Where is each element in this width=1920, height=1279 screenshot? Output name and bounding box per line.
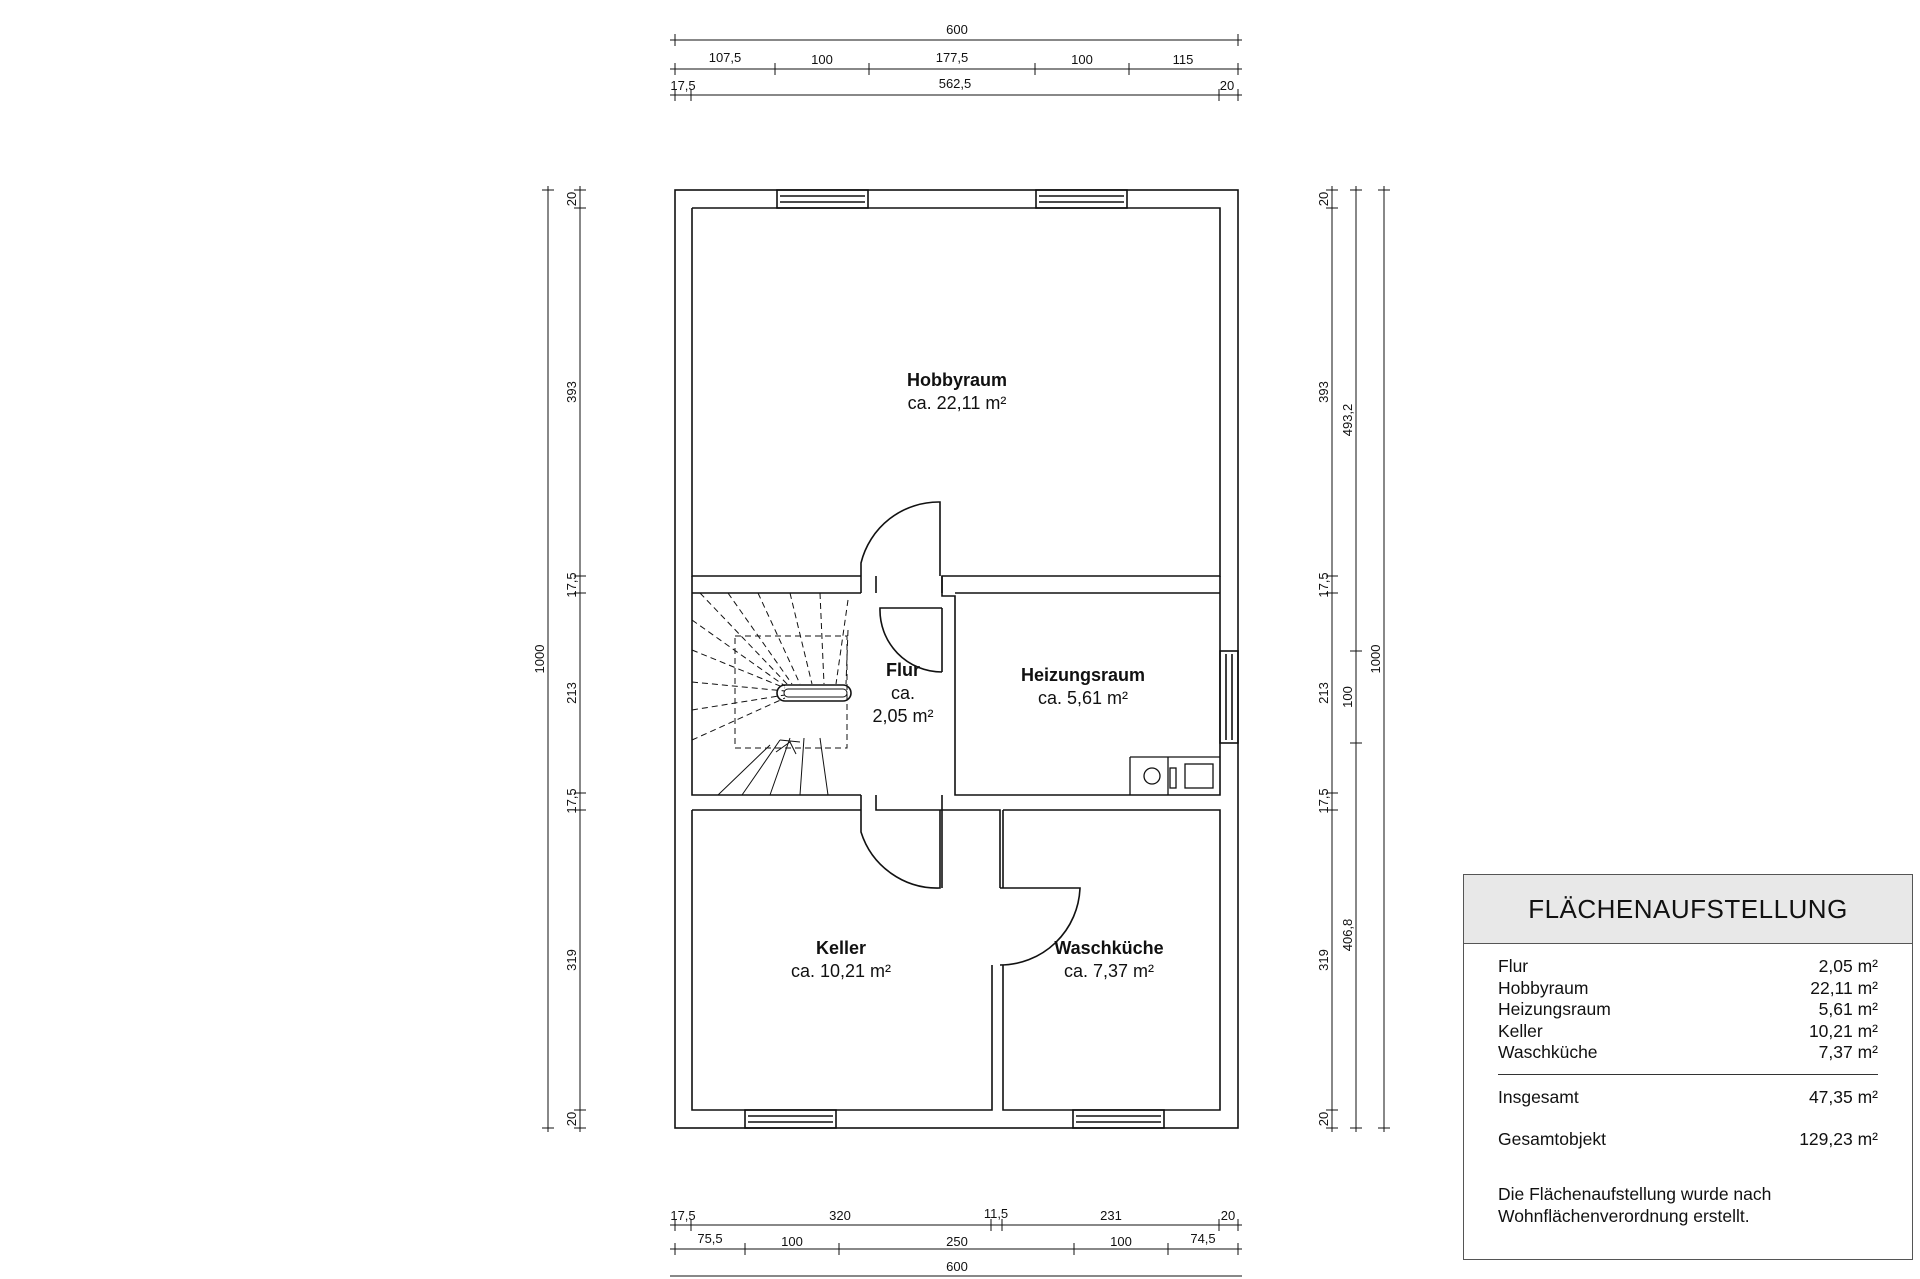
- area-row-value: 7,37 m²: [1818, 1042, 1878, 1062]
- area-summary-list: [1464, 944, 1912, 1227]
- dim-top-seg: 115: [1172, 52, 1194, 67]
- window-right: [1220, 651, 1238, 743]
- dim-right-seg: 17,5: [1316, 572, 1331, 598]
- area-summary-box: [1463, 874, 1913, 1260]
- dim-bottom-wall: 231: [1100, 1208, 1122, 1223]
- object-total-value: 129,23 m²: [1799, 1129, 1878, 1149]
- note-line: Die Flächenaufstellung wurde nach: [1498, 1183, 1772, 1204]
- room-name-hobbyraum: Hobbyraum: [906, 370, 1008, 390]
- dim-left-seg: 20: [564, 1111, 579, 1127]
- object-total-label: Gesamtobjekt: [1498, 1129, 1606, 1149]
- keller-walls: [692, 810, 992, 1110]
- dim-right-mid: 406,8: [1340, 918, 1355, 952]
- dim-right-overall: 1000: [1368, 644, 1383, 674]
- area-row-name: Waschküche: [1498, 1042, 1598, 1062]
- dim-top-seg: 100: [1071, 52, 1093, 67]
- area-row: [1498, 978, 1878, 1000]
- dim-top-wall: 562,5: [938, 76, 972, 91]
- dim-bottom-seg: 100: [1110, 1234, 1132, 1249]
- area-row-value: 2,05 m²: [1818, 956, 1878, 976]
- staircase: [692, 593, 851, 795]
- area-row-value: 22,11 m²: [1810, 977, 1878, 998]
- dim-left-seg: 319: [564, 949, 579, 971]
- heating-appliance: [1130, 757, 1220, 795]
- dim-right-seg: 20: [1316, 191, 1331, 207]
- door-hobbyraum: [861, 502, 940, 576]
- room-area-flur-1: ca.: [890, 683, 916, 703]
- object-total-row: [1498, 1129, 1878, 1151]
- dim-right-mid: 493,2: [1340, 403, 1355, 437]
- area-row: [1498, 999, 1878, 1021]
- dim-bottom-wall: 11,5: [983, 1206, 1009, 1221]
- area-row-name: Flur: [1498, 956, 1529, 976]
- room-area-flur-2: 2,05 m²: [872, 706, 934, 726]
- area-row-value: 5,61 m²: [1818, 999, 1878, 1019]
- dim-bottom-wall: 20: [1220, 1208, 1236, 1223]
- dim-right-mid: 100: [1340, 686, 1355, 708]
- dim-bottom-overall: 600: [946, 1259, 968, 1274]
- waschkueche-walls: [1003, 810, 1220, 1110]
- dim-right-seg: 319: [1316, 949, 1331, 971]
- dim-top-wall: 20: [1219, 78, 1235, 93]
- window-bottom-right: [1073, 1110, 1164, 1128]
- area-summary-divider: [1498, 1074, 1878, 1075]
- area-row-name: Keller: [1498, 1020, 1543, 1041]
- dim-bottom-seg: 74,5: [1190, 1231, 1216, 1246]
- area-total-value: 47,35 m²: [1808, 1086, 1878, 1107]
- area-row-name: Heizungsraum: [1498, 999, 1611, 1019]
- area-total-row: [1498, 1087, 1878, 1109]
- window-top-right: [1036, 190, 1127, 208]
- dim-right-seg: 17,5: [1316, 788, 1331, 814]
- room-area-hobbyraum: ca. 22,11 m²: [907, 393, 1007, 413]
- dim-left-seg: 17,5: [564, 788, 579, 814]
- room-name-flur: Flur: [886, 660, 920, 680]
- flur-walls: [876, 576, 1000, 888]
- dim-left-seg: 17,5: [564, 572, 579, 598]
- window-bottom-left: [745, 1110, 836, 1128]
- outer-wall-outline: [675, 190, 1238, 1128]
- door-keller: [861, 810, 940, 888]
- room-name-keller: Keller: [815, 938, 867, 958]
- dim-top-wall: 17,5: [670, 78, 696, 93]
- dim-top-seg: 177,5: [935, 50, 969, 65]
- dim-bottom-seg: 100: [781, 1234, 803, 1249]
- room-name-heizungsraum: Heizungsraum: [1020, 665, 1146, 685]
- area-total-label: Insgesamt: [1498, 1086, 1579, 1107]
- room-area-waschkueche: ca. 7,37 m²: [1063, 961, 1155, 981]
- dim-right-seg: 213: [1316, 682, 1331, 704]
- area-row: [1498, 956, 1878, 978]
- window-top-left: [777, 190, 868, 208]
- room-area-keller: ca. 10,21 m²: [790, 961, 892, 981]
- area-row: [1498, 1042, 1878, 1064]
- dim-bottom-seg: 75,5: [697, 1231, 723, 1246]
- dim-right-seg: 20: [1316, 1111, 1331, 1127]
- dim-top-seg: 107,5: [708, 50, 742, 65]
- room-area-heizungsraum: ca. 5,61 m²: [1037, 688, 1129, 708]
- dim-bottom-wall: 17,5: [670, 1208, 696, 1223]
- area-row-name: Hobbyraum: [1498, 977, 1589, 998]
- area-summary-title: FLÄCHENAUFSTELLUNG: [1464, 875, 1912, 944]
- dim-left-overall: 1000: [532, 644, 547, 674]
- area-row: [1498, 1021, 1878, 1043]
- dim-left-seg: 393: [564, 381, 579, 403]
- dim-bottom-seg: 250: [946, 1234, 968, 1249]
- heizung-walls: [942, 576, 1220, 795]
- dim-right-seg: 393: [1316, 381, 1331, 403]
- dim-left-seg: 20: [564, 191, 579, 207]
- note-line: Wohnflächenverordnung erstellt.: [1498, 1205, 1750, 1226]
- area-row-value: 10,21 m²: [1808, 1020, 1878, 1041]
- room-name-waschkueche: Waschküche: [1054, 938, 1164, 958]
- dim-top-overall: 600: [946, 22, 968, 37]
- area-summary-note: [1498, 1183, 1878, 1227]
- dim-bottom-wall: 320: [829, 1208, 851, 1223]
- dim-left-seg: 213: [564, 682, 579, 704]
- dim-top-seg: 100: [811, 52, 833, 67]
